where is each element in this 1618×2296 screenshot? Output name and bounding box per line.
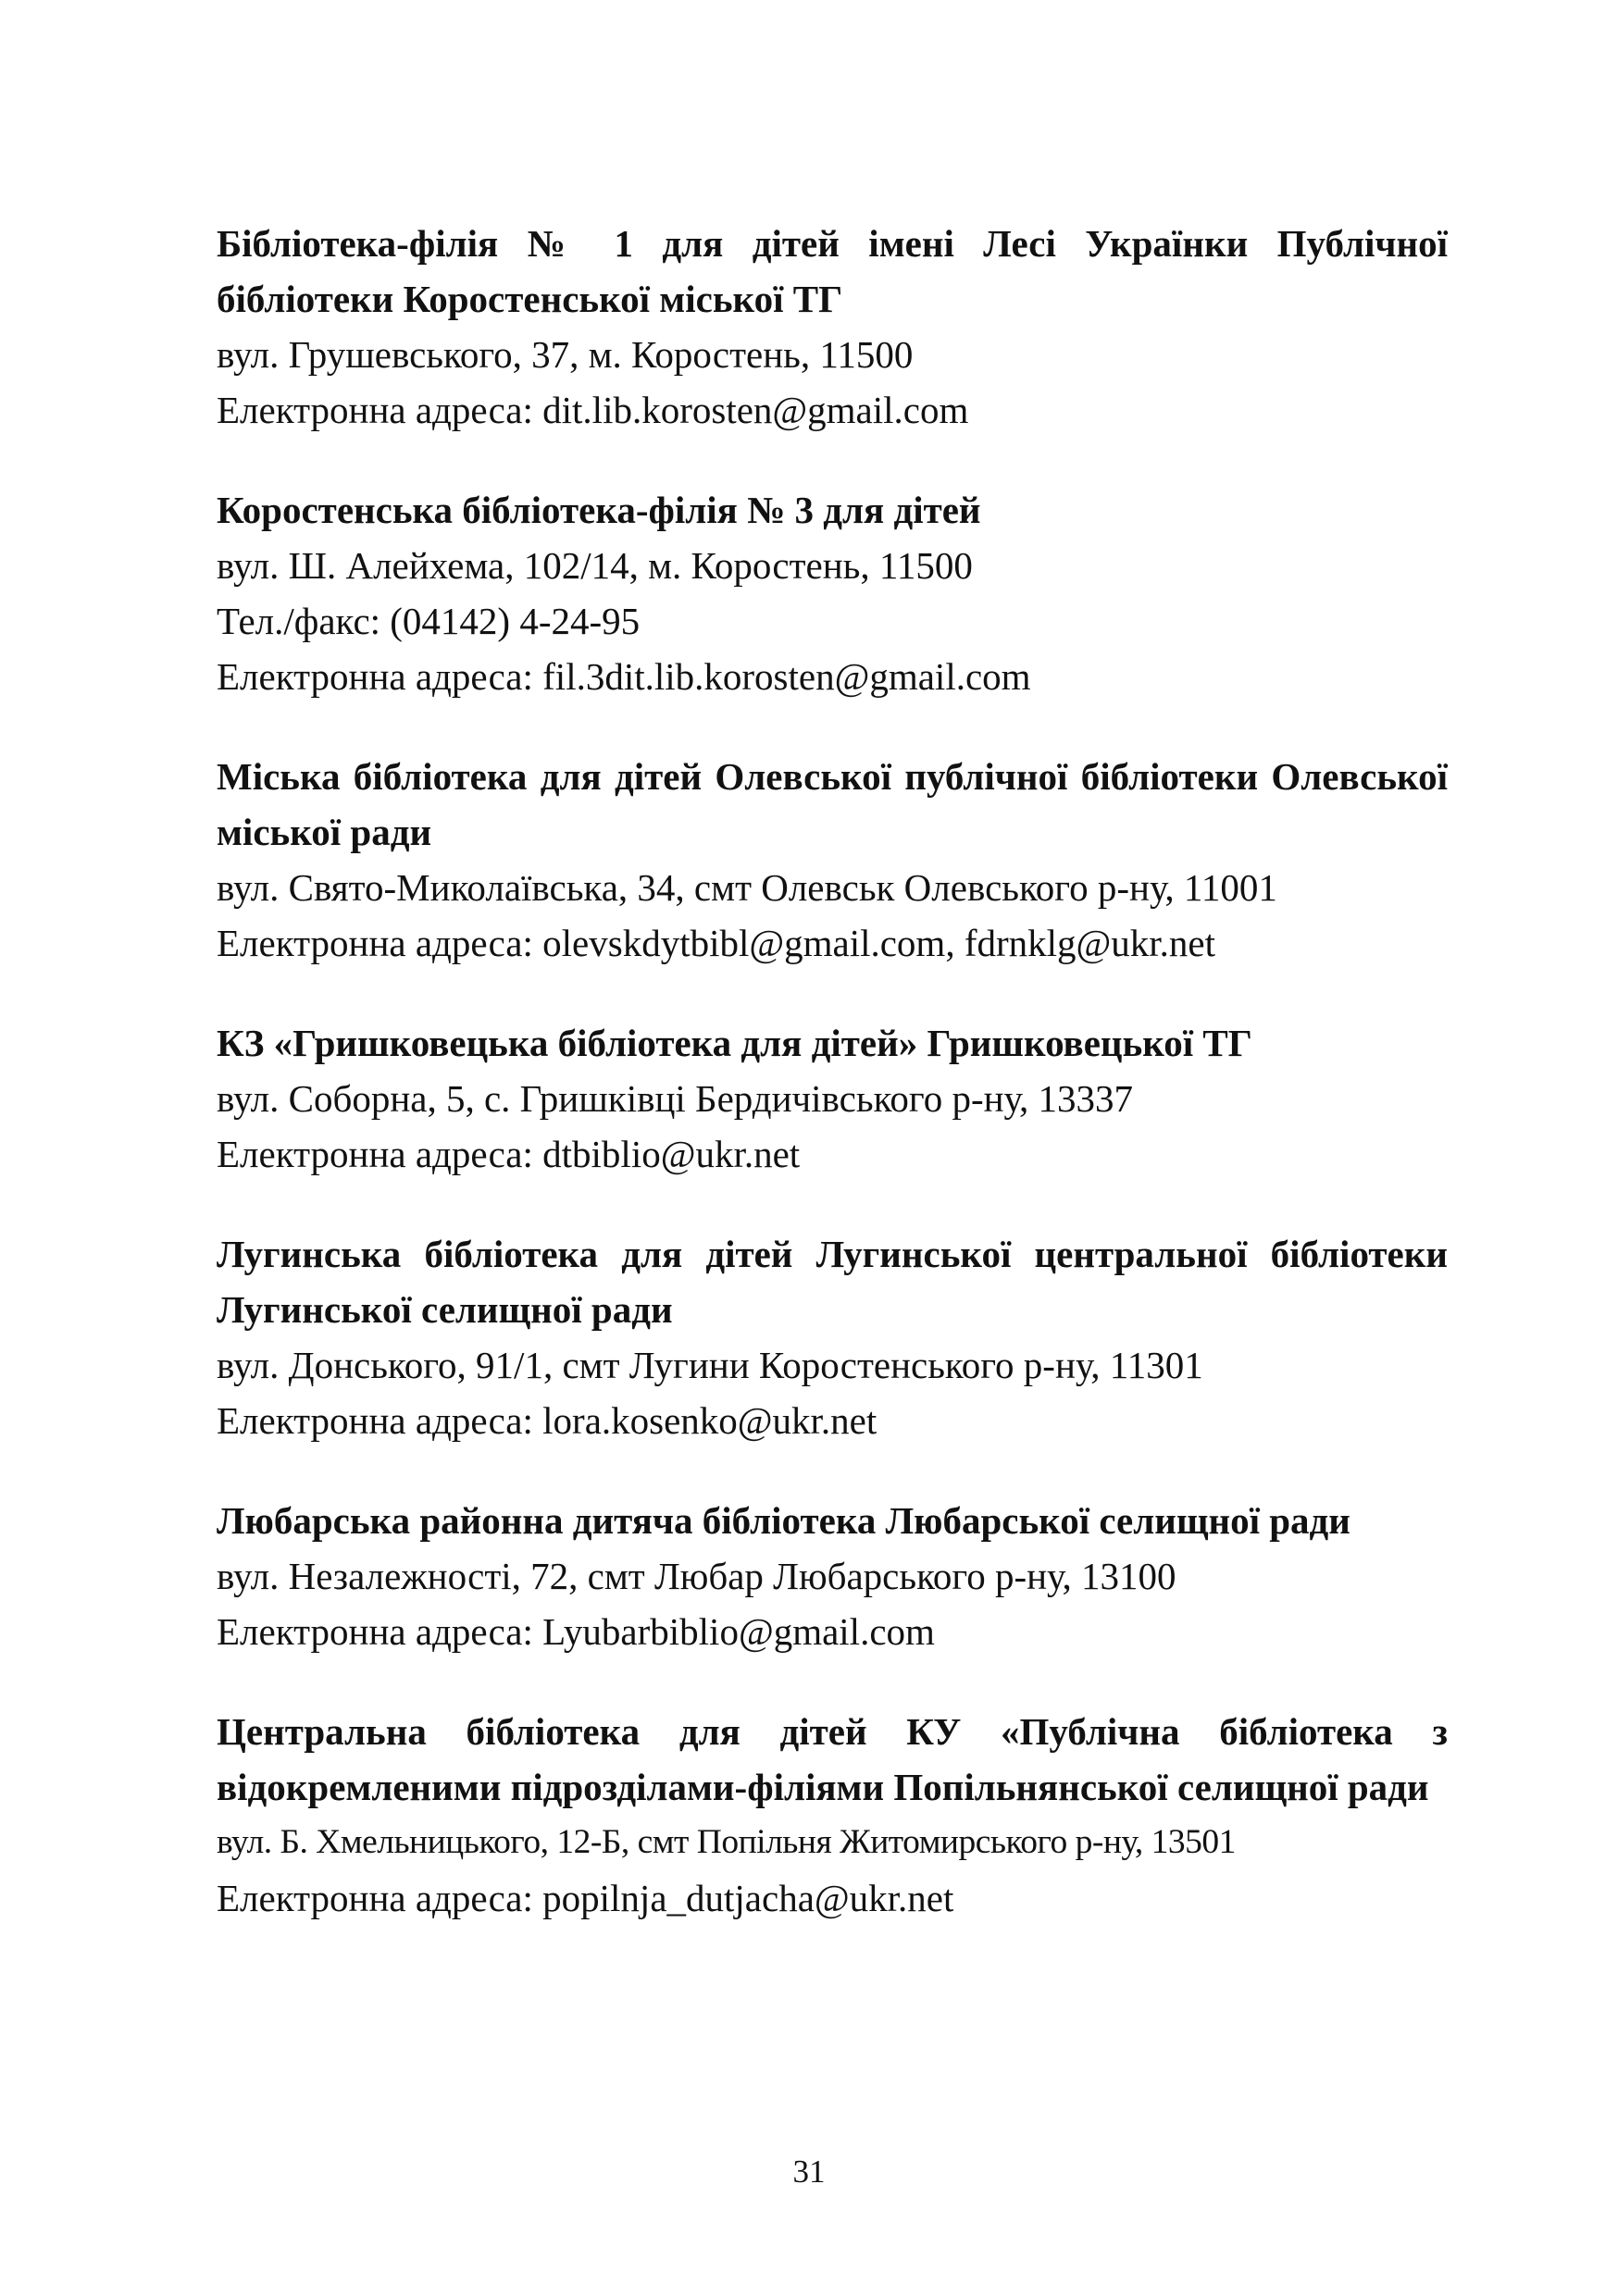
library-name: Лугинська бібліотека для дітей Лугинської центральної бібліотеки Лугинської селищної ради [217, 1233, 1448, 1331]
library-name: Центральна бібліотека для дітей КУ «Публічна бібліотека з відокремленими підрозділами-філіями Попільнянської селищної ради [217, 1710, 1448, 1808]
library-address: вул. Грушевського, 37, м. Коростень, 11500 [217, 333, 914, 376]
library-name: Міська бібліотека для дітей Олевської публічної бібліотеки Олевської міської ради [217, 755, 1448, 853]
library-entry [217, 216, 1448, 438]
page-number: 31 [792, 2153, 826, 2190]
library-email: Електронна адреса: olevskdytbibl@gmail.com, fdrnklg@ukr.net [217, 922, 1216, 964]
library-address: вул. Донського, 91/1, смт Лугини Коростенського р-ну, 11301 [217, 1344, 1203, 1386]
library-entry [217, 482, 1448, 704]
library-email: Електронна адреса: Lyubarbiblio@gmail.com [217, 1610, 935, 1653]
library-email: Електронна адреса: fil.3dit.lib.korosten@gmail.com [217, 655, 1031, 698]
library-email: Електронна адреса: lora.kosenko@ukr.net [217, 1399, 877, 1442]
library-address: вул. Незалежності, 72, смт Любар Любарського р-ну, 13100 [217, 1555, 1176, 1597]
library-name: Бібліотека-філія № 1 для дітей імені Лесі Українки Публічної бібліотеки Коростенської міської ТГ [217, 222, 1448, 320]
library-address: вул. Б. Хмельницького, 12-Б, смт Попільня Житомирського р-ну, 13501 [217, 1823, 1236, 1861]
library-entry [217, 1493, 1448, 1659]
library-phone: Тел./факс: (04142) 4-24-95 [217, 600, 641, 642]
library-entry [217, 749, 1448, 971]
library-address: вул. Соборна, 5, с. Гришківці Бердичівського р-ну, 13337 [217, 1077, 1133, 1120]
library-directory [217, 216, 1448, 1970]
library-name: Коростенська бібліотека-філія № 3 для дітей [217, 489, 981, 531]
library-entry [217, 1015, 1448, 1182]
library-email: Електронна адреса: dit.lib.korosten@gmail.com [217, 389, 969, 431]
library-email: Електронна адреса: dtbiblio@ukr.net [217, 1133, 801, 1175]
library-entry [217, 1226, 1448, 1448]
library-address: вул. Ш. Алейхема, 102/14, м. Коростень, 11500 [217, 544, 973, 587]
library-email: Електронна адреса: popilnja_dutjacha@ukr.net [217, 1877, 954, 1919]
library-name: КЗ «Гришковецька бібліотека для дітей» Гришковецької ТГ [217, 1022, 1252, 1064]
library-address: вул. Свято-Миколаївська, 34, смт Олевськ Олевського р-ну, 11001 [217, 866, 1277, 909]
library-entry [217, 1704, 1448, 1926]
library-name: Любарська районна дитяча бібліотека Любарської селищної ради [217, 1499, 1350, 1542]
